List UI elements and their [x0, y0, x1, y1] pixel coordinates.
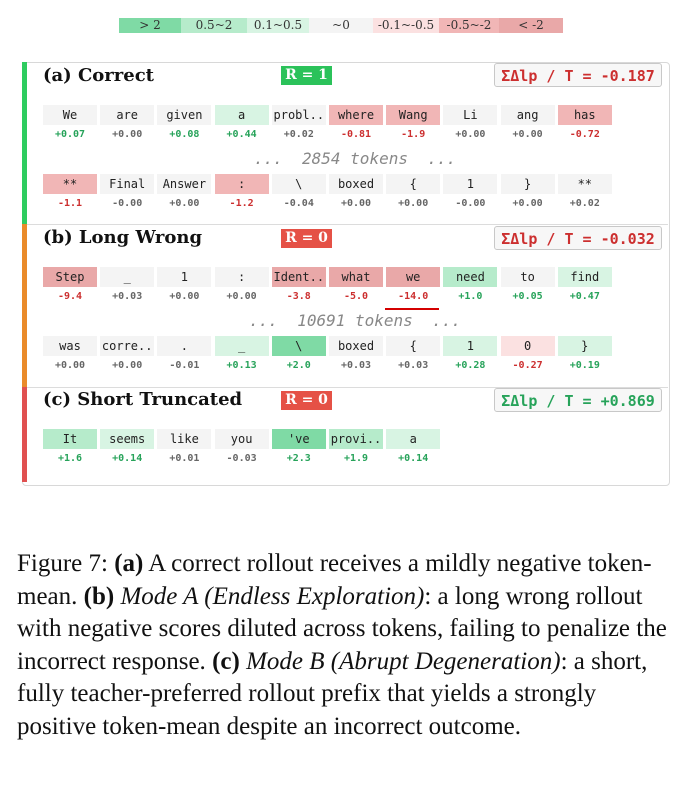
panel-b-color-bar [22, 224, 27, 387]
token-chip: boxed [329, 174, 383, 194]
token-chip: Final [100, 174, 154, 194]
legend-swatch-lt-neg2: < -2 [499, 18, 563, 33]
token-score: +0.14 [398, 453, 429, 464]
token-score: +0.03 [340, 360, 372, 371]
token-score: +0.00 [112, 129, 143, 140]
token-chip: Li [443, 105, 497, 125]
token-chip: . [157, 336, 211, 356]
panel-a-title: (a) Correct [43, 65, 154, 86]
caption-figure-label: Figure 7: [17, 550, 115, 577]
token-score: -14.0 [398, 291, 429, 302]
token-score: +0.00 [226, 291, 257, 302]
token-score: +0.00 [398, 198, 429, 209]
token-score: +0.02 [569, 198, 600, 209]
panel-b-title: (b) Long Wrong [43, 227, 203, 248]
token-score: +0.47 [569, 291, 600, 302]
panel-c-reward-badge: R = 0 [281, 391, 332, 410]
token-score: +0.00 [54, 360, 86, 371]
token-chip: Ident.. [272, 267, 326, 287]
token-score: -0.03 [226, 453, 257, 464]
token-chip: find [558, 267, 612, 287]
token-chip: we [386, 267, 440, 287]
token-chip: Wang [386, 105, 440, 125]
legend-swatch-zero: ~0 [309, 18, 373, 33]
token-score: +0.02 [283, 129, 314, 140]
caption-a-text: A correct rollout receives a mildly negative token-mean. [17, 550, 652, 610]
caption-c-text: : a short, fully teacher-preferred rollout prefix that yields a strongly positive token-mean despite an incorrect outcome. [17, 647, 648, 740]
token-score: -3.8 [286, 291, 311, 302]
token-score: -5.0 [343, 291, 369, 302]
token-chip: to [501, 267, 555, 287]
token-chip: ang [501, 105, 555, 125]
panel-a-score-box: ΣΔlp / T = -0.187 [494, 63, 662, 87]
panel-c-title: (c) Short Truncated [43, 389, 243, 410]
token-chip: { [386, 336, 440, 356]
token-chip: { [386, 174, 440, 194]
legend-swatch-0.1-0.5: 0.1~0.5 [247, 18, 309, 33]
token-score: -1.9 [401, 129, 426, 140]
token-score: +0.01 [169, 453, 200, 464]
panel-a-reward-badge: R = 1 [281, 66, 332, 85]
token-chip: : [215, 267, 269, 287]
token-chip: corre.. [100, 336, 154, 356]
caption-c-label: (c) [212, 647, 240, 675]
token-score: +2.0 [286, 360, 311, 371]
token-chip: } [501, 174, 555, 194]
token-score: -0.72 [569, 129, 600, 140]
token-score: +0.03 [398, 360, 429, 371]
token-chip: 1 [443, 336, 497, 356]
token-chip: you [215, 429, 269, 449]
token-chip: 've [272, 429, 326, 449]
token-chip: provi.. [329, 429, 383, 449]
token-chip: seems [100, 429, 154, 449]
token-score: +0.00 [512, 129, 543, 140]
token-chip: _ [100, 267, 154, 287]
token-chip: It [43, 429, 97, 449]
token-score: +0.00 [455, 129, 486, 140]
token-chip: has [558, 105, 612, 125]
token-chip: : [215, 174, 269, 194]
token-score: -0.04 [283, 198, 314, 209]
token-score: +1.9 [343, 453, 369, 464]
token-chip: what [329, 267, 383, 287]
token-chip: a [215, 105, 269, 125]
token-chip: where [329, 105, 383, 125]
legend-swatch-0.5-2: 0.5~2 [181, 18, 247, 33]
token-score: +1.0 [458, 291, 483, 302]
token-chip: We [43, 105, 97, 125]
panel-a-color-bar [22, 62, 27, 224]
token-score: +1.6 [57, 453, 83, 464]
token-chip: given [157, 105, 211, 125]
token-score: +0.00 [169, 198, 200, 209]
token-score: -0.00 [112, 198, 143, 209]
token-score: +0.13 [226, 360, 257, 371]
panel-c-score-box: ΣΔlp / T = +0.869 [494, 388, 662, 412]
panel-a-token-gap: ... 2854 tokens ... [253, 149, 457, 168]
token-chip: boxed [329, 336, 383, 356]
token-chip: ** [43, 174, 97, 194]
token-chip: 1 [157, 267, 211, 287]
token-score: +0.00 [169, 291, 200, 302]
panel-divider [27, 224, 668, 225]
token-score: +0.07 [54, 129, 86, 140]
token-chip: 1 [443, 174, 497, 194]
token-score: -1.2 [229, 198, 254, 209]
token-score: -0.01 [169, 360, 200, 371]
token-chip: was [43, 336, 97, 356]
token-chip: probl.. [272, 105, 326, 125]
token-score: -9.4 [57, 291, 83, 302]
token-chip: _ [215, 336, 269, 356]
token-score: +0.00 [512, 198, 543, 209]
token-chip: need [443, 267, 497, 287]
panel-b-score-box: ΣΔlp / T = -0.032 [494, 226, 662, 250]
caption-b-mode: Mode A (Endless Exploration) [114, 582, 425, 610]
color-legend [119, 18, 563, 33]
token-score: +0.00 [112, 360, 143, 371]
token-score: -1.1 [57, 198, 83, 209]
token-score: -0.27 [512, 360, 543, 371]
caption-c-mode: Mode B (Abrupt Degeneration) [239, 647, 561, 675]
token-chip: 0 [501, 336, 555, 356]
token-score: +0.19 [569, 360, 600, 371]
token-chip: Answer [157, 174, 211, 194]
token-score: +0.28 [455, 360, 486, 371]
token-score: +2.3 [286, 453, 311, 464]
token-chip: a [386, 429, 440, 449]
token-score: -0.81 [340, 129, 372, 140]
token-score: +0.00 [340, 198, 372, 209]
token-score: +0.03 [112, 291, 143, 302]
caption-b-label: (b) [83, 582, 115, 610]
caption-a-label: (a) [114, 550, 144, 577]
panel-c-color-bar [22, 387, 27, 482]
token-chip: ** [558, 174, 612, 194]
panel-b-token-gap: ... 10691 tokens ... [249, 311, 461, 330]
token-chip: } [558, 336, 612, 356]
token-score: +0.14 [112, 453, 143, 464]
token-score: -0.00 [455, 198, 486, 209]
legend-swatch-neg-mid: -0.5~-2 [439, 18, 499, 33]
token-chip: \ [272, 336, 326, 356]
caption-b-text: : a long wrong rollout with negative scores diluted across tokens, failing to penalize the incorrect response. [17, 582, 667, 675]
token-chip: \ [272, 174, 326, 194]
token-chip: like [157, 429, 211, 449]
token-chip: are [100, 105, 154, 125]
token-score: +0.44 [226, 129, 257, 140]
token-score: +0.08 [169, 129, 200, 140]
token-score: +0.05 [512, 291, 543, 302]
highlight-underline [385, 308, 439, 310]
legend-swatch-gt2: > 2 [119, 18, 181, 33]
token-chip: Step [43, 267, 97, 287]
panel-b-reward-badge: R = 0 [281, 229, 332, 248]
legend-swatch-neg-small: -0.1~-0.5 [373, 18, 439, 33]
figure-caption [17, 548, 677, 743]
